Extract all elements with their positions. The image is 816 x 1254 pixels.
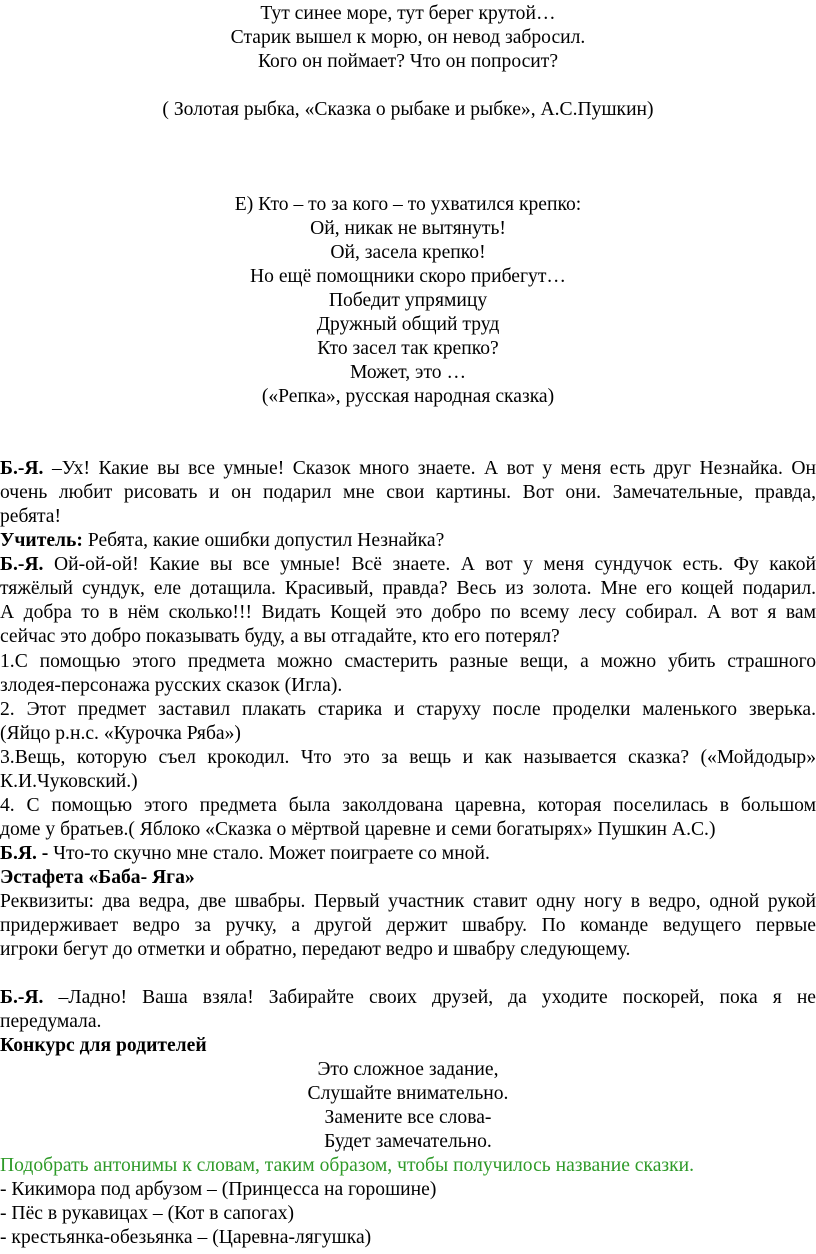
dialogue2-line-3: А добра то в нём сколько!!! Видать Кощей это добро по всему лесу собирал. А вот я вам: [0, 602, 816, 623]
riddle-e-answer: («Репка», русская народная сказка): [261, 386, 555, 407]
contest-title: Конкурс для родителей: [0, 1035, 207, 1056]
riddle-d-line-1: Тут синее море, тут берег крутой…: [260, 3, 556, 24]
relay-line-3: игроки бегут до отметки и обратно, передают ведро и швабру следующему.: [0, 939, 631, 960]
item-2-line-1: 2. Этот предмет заставил плакать старика и старуху после проделки маленького зверька.: [0, 699, 816, 720]
dialogue4-line-2: передумала.: [0, 1011, 102, 1032]
item-4-line-2: доме у братьев.( Яблоко «Сказка о мёртвой царевне и семи богатырях» Пушкин А.С.): [0, 819, 716, 840]
riddle-e-line-6: Дружный общий труд: [316, 314, 500, 335]
speaker-label: Б.-Я.: [0, 987, 44, 1008]
speaker-label: Б.-Я.: [0, 554, 44, 575]
riddle-e-line-8: Может, это …: [349, 362, 467, 383]
item-1-line-2: злодея-персонажа русских сказок (Игла).: [0, 675, 343, 696]
contest-answer-2: - Пёс в рукавицах – (Кот в сапогах): [0, 1203, 295, 1224]
dialogue4-line-1: Б.-Я. –Ладно! Ваша взяла! Забирайте своих друзей, да уходите поскорей, пока я не: [0, 987, 816, 1008]
dialogue2-line-4: сейчас это добро показывать буду, а вы отгадайте, кто его потерял?: [0, 626, 560, 647]
riddle-d-line-2: Старик вышел к морю, он невод забросил.: [230, 27, 586, 48]
speaker-label: Б.-Я.: [0, 458, 44, 479]
riddle-d-answer: ( Золотая рыбка, «Сказка о рыбаке и рыбке», А.С.Пушкин): [162, 99, 654, 120]
item-3-line-1: 3.Вещь, которую съел крокодил. Что это за вещь и как называется сказка? («Мойдодыр»: [0, 747, 816, 768]
contest-task: Подобрать антонимы к словам, таким образом, чтобы получилось название сказки.: [0, 1155, 695, 1176]
relay-line-2: придерживает ведро за ручку, а другой держит швабру. По команде ведущего первые: [0, 915, 816, 936]
dialogue1-line-1: Б.-Я. –Ух! Какие вы все умные! Сказок много знаете. А вот у меня есть друг Незнайка. Он: [0, 458, 816, 479]
speaker-label: Б.Я. -: [0, 843, 49, 864]
riddle-e-line-1: Е) Кто – то за кого – то ухватился крепко:: [234, 194, 582, 215]
contest-answer-1: - Кикимора под арбузом – (Принцесса на горошине): [0, 1179, 437, 1200]
riddle-e-line-4: Но ещё помощники скоро прибегут…: [250, 266, 566, 287]
relay-line-1: Реквизиты: два ведра, две швабры. Первый участник ставит одну ногу в ведро, одной рукой: [0, 891, 816, 912]
contest-poem-line-1: Это сложное задание,: [317, 1059, 499, 1080]
contest-poem-line-4: Будет замечательно.: [324, 1131, 492, 1152]
contest-answer-3: - крестьянка-обезьянка – (Царевна-лягушка): [0, 1227, 372, 1248]
contest-poem-line-3: Замените все слова-: [324, 1107, 492, 1128]
dialogue2-line-1: Б.-Я. Ой-ой-ой! Какие вы все умные! Всё знаете. А вот у меня сундучок есть. Фу какой: [0, 554, 816, 575]
dialogue2-line-2: тяжёлый сундук, еле дотащила. Красивый, правда? Весь из золота. Мне его кощей подарил.: [0, 578, 816, 599]
riddle-e-line-7: Кто засел так крепко?: [317, 338, 499, 359]
contest-poem-line-2: Слушайте внимательно.: [307, 1083, 509, 1104]
item-3-line-2: К.И.Чуковский.): [0, 771, 138, 792]
item-4-line-1: 4. С помощью этого предмета была заколдована царевна, которая поселилась в большом: [0, 795, 816, 816]
speaker-label: Учитель:: [0, 530, 83, 551]
dialogue1-line-3: ребята!: [0, 506, 62, 527]
riddle-e-line-3: Ой, засела крепко!: [330, 242, 486, 263]
item-2-line-2: (Яйцо р.н.с. «Курочка Ряба»): [0, 723, 241, 744]
riddle-e-line-2: Ой, никак не вытянуть!: [310, 218, 506, 239]
dialogue3-line: Б.Я. - Что-то скучно мне стало. Может поиграете со мной.: [0, 843, 490, 864]
riddle-e-line-5: Победит упрямицу: [328, 290, 488, 311]
item-1-line-1: 1.С помощью этого предмета можно смастерить разные вещи, а можно убить страшного: [0, 651, 816, 672]
riddle-d-line-3: Кого он поймает? Что он попросит?: [257, 51, 559, 72]
teacher-line: Учитель: Ребята, какие ошибки допустил Незнайка?: [0, 530, 445, 551]
dialogue1-line-2: очень любит рисовать и он подарил мне свои картины. Вот они. Замечательные, правда,: [0, 482, 816, 503]
relay-title: Эстафета «Баба- Яга»: [0, 867, 195, 888]
